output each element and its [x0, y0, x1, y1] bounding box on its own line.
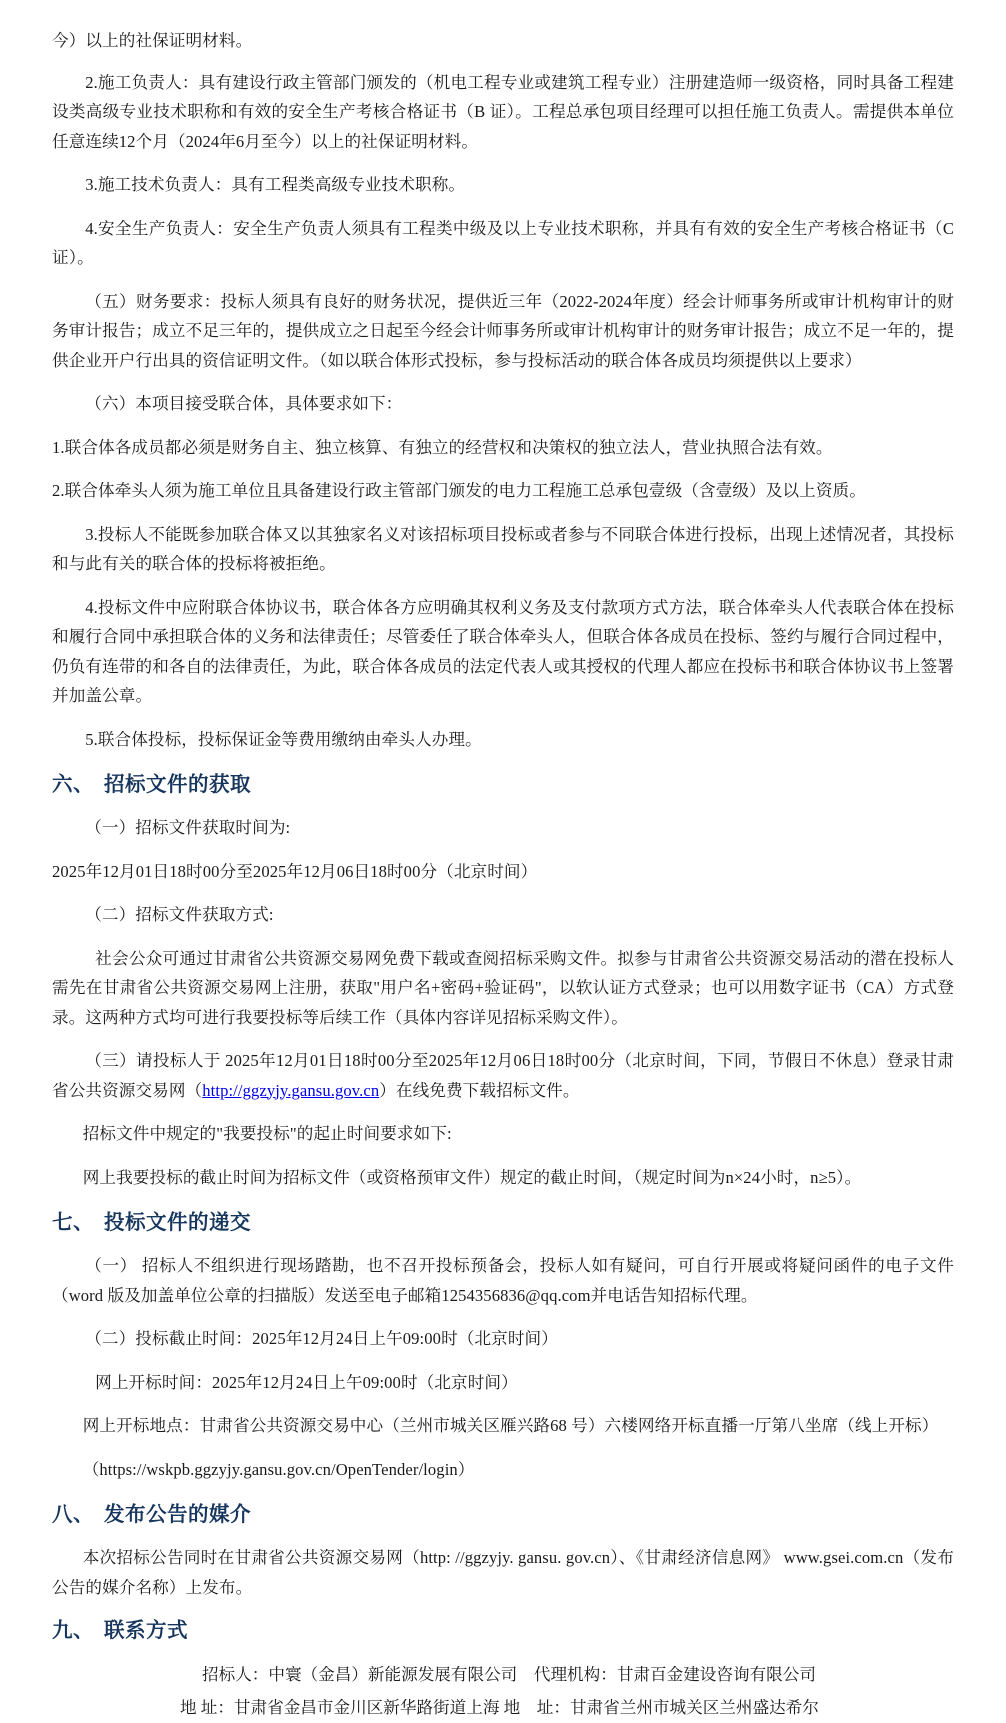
paragraph-consortium-2: 2.联合体牵头人须为施工单位且具备建设行政主管部门颁发的电力工程施工总承包壹级（含壹级）及以上资质。 [52, 481, 866, 500]
paragraph-six-sub3 [52, 1046, 954, 1105]
paragraph-six-acquisition-time: 2025年12月01日18时00分至2025年12月06日18时00分（北京时间） [52, 861, 538, 881]
paragraph-requirement-3: 3.施工技术负责人：具有工程类高级专业技术职称。 [85, 175, 466, 194]
paragraph-seven-bid-deadline: （二）投标截止时间：2025年12月24日上午09:00时（北京时间） [85, 1329, 558, 1348]
paragraph-six-note-1: 招标文件中规定的"我要投标"的起止时间要求如下: [82, 1124, 452, 1143]
section-nine-number: 九、 [52, 1619, 94, 1642]
six-sub3-suffix: ）在线免费下载招标文件。 [379, 1080, 580, 1100]
paragraph-item-five-financial: （五）财务要求：投标人须具有良好的财务状况，提供近三年（2022-2024年度）经会计师事务所或审计机构审计的财务审计报告；成立不足三年的，提供成立之日起至今经会计师事务所或审计机构审计的财务审计报告；成立不足一年的，提供企业开户行出具的资信证明文件。（如以联合体形式投标，参与投标活动的联合体各成员均须提供以上要求） [52, 291, 954, 370]
contact-block [52, 1659, 954, 1723]
paragraph-requirement-4: 4.安全生产负责人：安全生产负责人须具有工程类中级及以上专业技术职称，并具有有效的安全生产考核合格证书（C 证）。 [52, 218, 954, 267]
section-eight-number: 八、 [52, 1503, 94, 1526]
section-heading-eight [52, 1500, 954, 1530]
paragraph-eight-media: 本次招标公告同时在甘肃省公共资源交易网（http: //ggzyjy. gansu. gov.cn）、《甘肃经济信息网》 www.gsei.com.cn（发布公告的媒介名称）上发布。 [52, 1548, 954, 1597]
contact-line-addresses: 地 址：甘肃省金昌市金川区新华路街道上海 地 址：甘肃省兰州市城关区兰州盛达希尔 [180, 1698, 819, 1717]
paragraph-consortium-3: 3.投标人不能既参加联合体又以其独家名义对该招标项目投标或者参与不同联合体进行投标，出现上述情况者，其投标和与此有关的联合体的投标将被拒绝。 [52, 524, 954, 573]
paragraph-six-note-2: 网上我要投标的截止时间为招标文件（或资格预审文件）规定的截止时间，（规定时间为n×24小时，n≥5）。 [82, 1167, 862, 1187]
section-eight-title: 发布公告的媒介 [104, 1503, 251, 1526]
contact-line-organizations: 招标人：中寰（金昌）新能源发展有限公司 代理机构：甘肃百金建设咨询有限公司 [202, 1665, 816, 1684]
paragraph-six-acquisition-method: 社会公众可通过甘肃省公共资源交易网免费下载或查阅招标采购文件。拟参与甘肃省公共资源交易活动的潜在投标人需先在甘肃省公共资源交易网上注册，获取"用户名+密码+验证码"，以软认证方式登录；也可以用数字证书（CA）方式登录。这两种方式均可进行我要投标等后续工作（具体内容详见招标采购文件）。 [52, 948, 954, 1027]
section-six-number: 六、 [52, 773, 94, 796]
paragraph-seven-online-open-url: （https://wskpb.ggzyjy.gansu.gov.cn/OpenTender/login） [82, 1459, 475, 1479]
paragraph-continued-line: 今）以上的社保证明材料。 [52, 31, 253, 50]
paragraph-requirement-2: 2.施工负责人：具有建设行政主管部门颁发的（机电工程专业或建筑工程专业）注册建造师一级资格，同时具备工程建设类高级专业技术职称和有效的安全生产考核合格证书（B 证）。工程总承包项目经理可以担任施工负责人。需提供本单位任意连续12个月（2024年6月至今）以上的社保证明材料。 [52, 72, 954, 151]
section-heading-six [52, 770, 954, 800]
section-seven-title: 投标文件的递交 [104, 1211, 251, 1234]
paragraph-consortium-5: 5.联合体投标，投标保证金等费用缴纳由牵头人办理。 [85, 729, 482, 749]
paragraph-seven-sub1: （一） 招标人不组织进行现场踏勘，也不召开投标预备会，投标人如有疑问，可自行开展或将疑问函件的电子文件（word 版及加盖单位公章的扫描版）发送至电子邮箱1254356836@qq.com并电话告知招标代理。 [52, 1256, 954, 1305]
paragraph-consortium-4: 4.投标文件中应附联合体协议书，联合体各方应明确其权利义务及支付款项方式方法，联合体牵头人代表联合体在投标和履行合同中承担联合体的义务和法律责任；尽管委任了联合体牵头人，但联合体各成员在投标、签约与履行合同过程中，仍负有连带的和各自的法律责任，为此，联合体各成员的法定代表人或其授权的代理人都应在投标书和联合体协议书上签署并加盖公章。 [52, 597, 954, 705]
six-sub3-prefix: （三）请投标人于 2025年12月01日18时00分至2025年12月06日18时00分（北京时间，下同，节假日不休息）登录甘肃省公共资源交易网（ [52, 1051, 954, 1100]
paragraph-consortium-1: 1.联合体各成员都必须是财务自主、独立核算、有独立的经营权和决策权的独立法人，营业执照合法有效。 [52, 437, 833, 457]
section-heading-nine [52, 1616, 954, 1646]
section-nine-title: 联系方式 [104, 1619, 188, 1642]
paragraph-seven-online-open-time: 网上开标时间：2025年12月24日上午09:00时（北京时间） [95, 1372, 518, 1392]
paragraph-item-six-consortium: （六）本项目接受联合体，具体要求如下： [85, 394, 403, 413]
paragraph-six-sub2-label: （二）招标文件获取方式: [85, 905, 274, 924]
section-seven-number: 七、 [52, 1211, 94, 1234]
gansu-trading-website-link[interactable]: http://ggzyjy.gansu.gov.cn [202, 1080, 380, 1100]
section-heading-seven [52, 1208, 954, 1238]
paragraph-seven-online-open-place: 网上开标地点：甘肃省公共资源交易中心（兰州市城关区雁兴路68 号）六楼网络开标直播一厅第八坐席（线上开标） [82, 1416, 939, 1435]
section-six-title: 招标文件的获取 [104, 773, 251, 796]
paragraph-six-sub1-label: （一）招标文件获取时间为: [85, 818, 291, 837]
